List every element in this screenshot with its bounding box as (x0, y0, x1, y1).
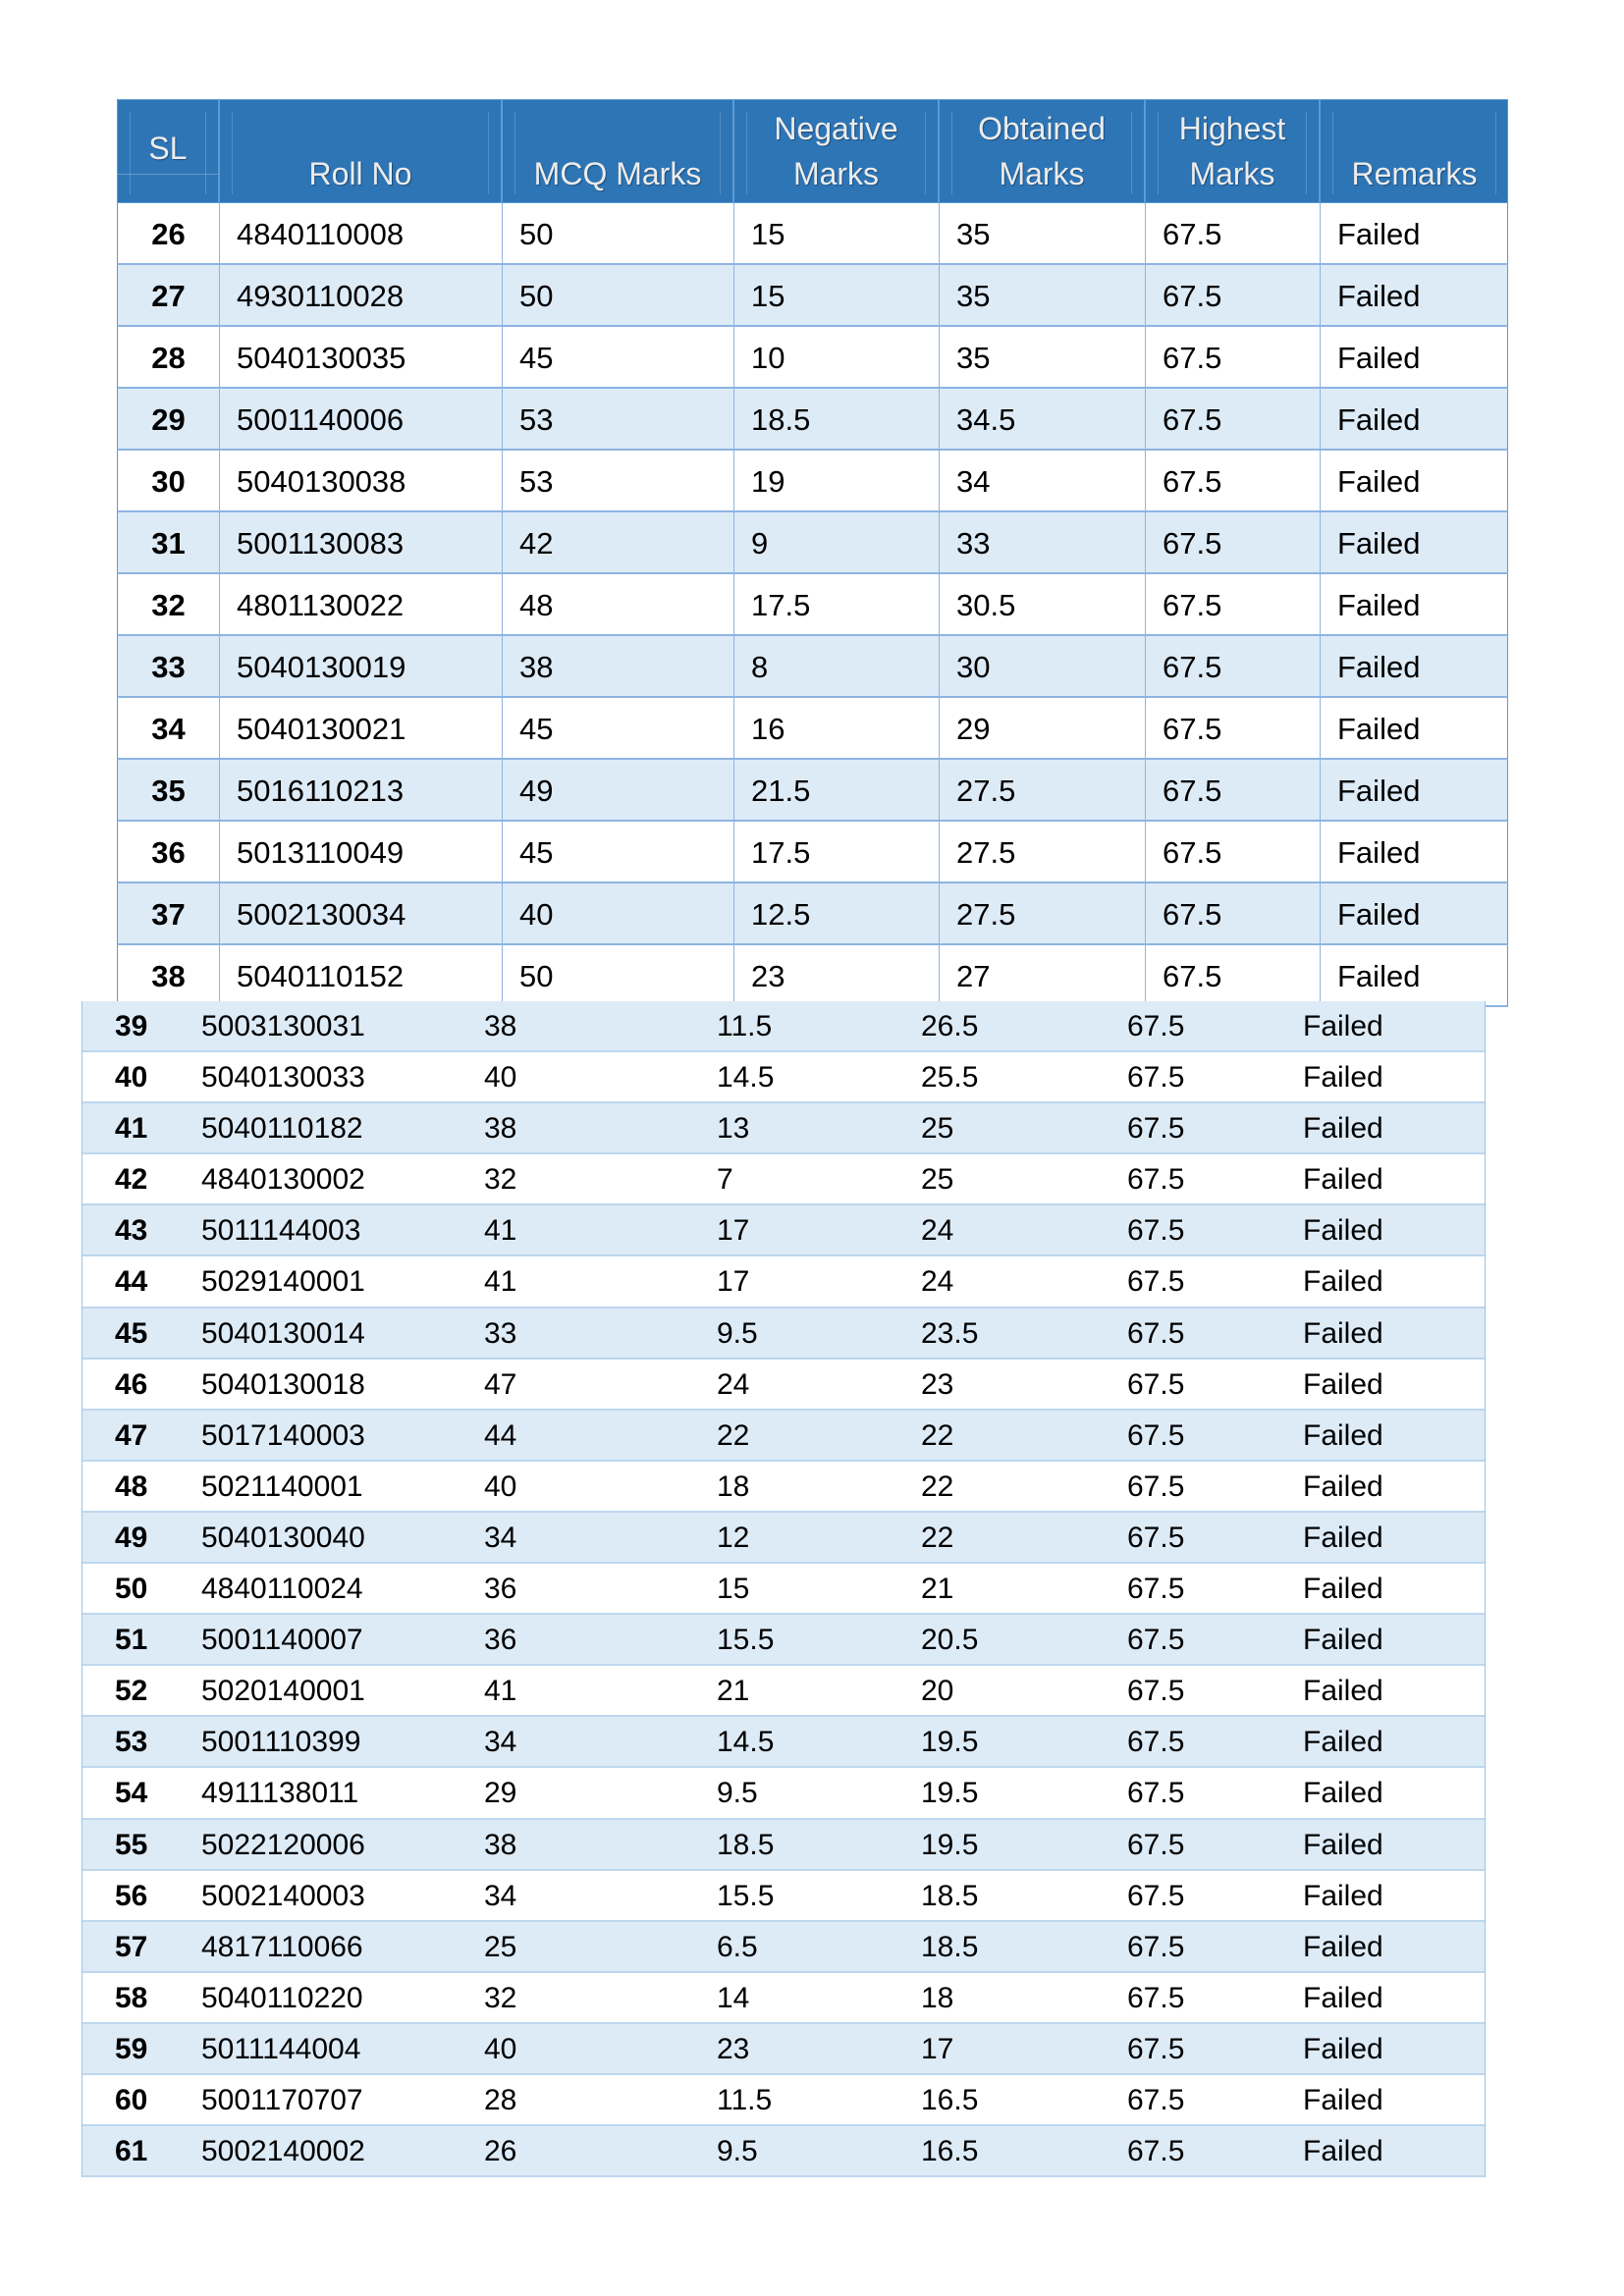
roll-no-cell: 5001140006 (220, 389, 503, 449)
remarks-cell: Failed (1303, 1981, 1383, 2014)
table-row (82, 1308, 1485, 1360)
table-row (82, 1922, 1485, 1973)
negative-marks-cell: 21 (717, 1675, 750, 1708)
table-row (117, 574, 1508, 636)
negative-marks-cell: 15 (734, 203, 940, 263)
results-table-lower (81, 1001, 1486, 2177)
header-roll-no: Roll No (220, 100, 503, 202)
highest-marks-cell: 67.5 (1127, 1828, 1185, 1861)
mcq-marks-cell: 41 (484, 1214, 517, 1248)
roll-no-cell: 5002130034 (220, 883, 503, 943)
mcq-marks-cell: 40 (484, 1469, 517, 1503)
negative-marks-cell: 21.5 (734, 760, 940, 820)
mcq-marks-cell: 38 (484, 1112, 517, 1146)
table-row (82, 1973, 1485, 2024)
sl-cell: 51 (115, 1624, 148, 1657)
negative-marks-cell: 9.5 (717, 1316, 758, 1350)
obtained-marks-cell: 19.5 (921, 1726, 979, 1759)
negative-marks-cell: 8 (734, 636, 940, 696)
table-row (82, 1205, 1485, 1256)
obtained-marks-cell: 27.5 (940, 760, 1146, 820)
highest-marks-cell: 67.5 (1146, 512, 1321, 572)
negative-marks-cell: 14 (717, 1981, 750, 2014)
mcq-marks-cell: 44 (484, 1418, 517, 1452)
roll-no-cell: 4930110028 (220, 265, 503, 325)
highest-marks-cell: 67.5 (1146, 265, 1321, 325)
obtained-marks-cell: 19.5 (921, 1828, 979, 1861)
remarks-cell: Failed (1303, 1879, 1383, 1912)
table-row (82, 2075, 1485, 2126)
highest-marks-cell: 67.5 (1146, 883, 1321, 943)
sl-cell: 55 (115, 1828, 148, 1861)
table-row (117, 822, 1508, 883)
sl-cell: 44 (115, 1265, 148, 1299)
obtained-marks-cell: 19.5 (921, 1777, 979, 1810)
sl-cell: 49 (115, 1521, 148, 1554)
highest-marks-cell: 67.5 (1127, 1879, 1185, 1912)
table-row (82, 1513, 1485, 1564)
remarks-cell: Failed (1337, 835, 1421, 870)
remarks-cell: Failed (1303, 1675, 1383, 1708)
mcq-marks-cell: 25 (484, 1930, 517, 1963)
remarks-cell: Failed (1337, 526, 1421, 561)
obtained-marks-cell: 22 (921, 1469, 954, 1503)
highest-marks-cell: 67.5 (1127, 1521, 1185, 1554)
highest-marks-cell: 67.5 (1127, 1675, 1185, 1708)
remarks-cell: Failed (1303, 1777, 1383, 1810)
mcq-marks-cell: 53 (503, 389, 734, 449)
roll-no-cell: 5040130018 (201, 1367, 365, 1401)
mcq-marks-cell: 41 (484, 1265, 517, 1299)
obtained-marks-cell: 18 (921, 1981, 954, 2014)
mcq-marks-cell: 38 (503, 636, 734, 696)
negative-marks-cell: 12.5 (734, 883, 940, 943)
roll-no-cell: 5040110220 (201, 1981, 363, 2014)
header-highest-marks: Highest Marks (1146, 100, 1321, 202)
mcq-marks-cell: 40 (503, 883, 734, 943)
remarks-cell: Failed (1337, 341, 1421, 375)
table-row (82, 1820, 1485, 1871)
remarks-cell: Failed (1303, 1367, 1383, 1401)
table-row (82, 1871, 1485, 1922)
sl-cell: 40 (115, 1061, 148, 1095)
sl-cell: 37 (118, 883, 220, 943)
sl-cell: 54 (115, 1777, 148, 1810)
negative-marks-cell: 17.5 (734, 822, 940, 881)
obtained-marks-cell: 30 (940, 636, 1146, 696)
highest-marks-cell: 67.5 (1127, 2032, 1185, 2065)
mcq-marks-cell: 45 (503, 822, 734, 881)
mcq-marks-cell: 53 (503, 451, 734, 510)
roll-no-cell: 5029140001 (201, 1265, 365, 1299)
negative-marks-cell: 10 (734, 327, 940, 387)
sl-cell: 46 (115, 1367, 148, 1401)
highest-marks-cell: 67.5 (1146, 945, 1321, 1005)
mcq-marks-cell: 50 (503, 265, 734, 325)
remarks-cell: Failed (1303, 2032, 1383, 2065)
negative-marks-cell: 18.5 (717, 1828, 775, 1861)
sl-cell: 28 (118, 327, 220, 387)
remarks-cell: Failed (1337, 897, 1421, 932)
mcq-marks-cell: 34 (484, 1726, 517, 1759)
highest-marks-cell: 67.5 (1127, 1214, 1185, 1248)
table-row (117, 698, 1508, 760)
remarks-cell: Failed (1303, 1214, 1383, 1248)
negative-marks-cell: 16 (734, 698, 940, 758)
sl-cell: 53 (115, 1726, 148, 1759)
remarks-cell: Failed (1303, 1112, 1383, 1146)
table-row (82, 1666, 1485, 1717)
roll-no-cell: 4840110008 (220, 203, 503, 263)
roll-no-cell: 5013110049 (220, 822, 503, 881)
mcq-marks-cell: 40 (484, 1061, 517, 1095)
sl-cell: 52 (115, 1675, 148, 1708)
sl-cell: 56 (115, 1879, 148, 1912)
sl-cell: 41 (115, 1112, 148, 1146)
negative-marks-cell: 13 (717, 1112, 750, 1146)
obtained-marks-cell: 23.5 (921, 1316, 979, 1350)
negative-marks-cell: 14.5 (717, 1726, 775, 1759)
mcq-marks-cell: 29 (484, 1777, 517, 1810)
table-row (82, 1360, 1485, 1411)
negative-marks-cell: 23 (717, 2032, 750, 2065)
table-row (82, 1154, 1485, 1205)
roll-no-cell: 5001110399 (201, 1726, 361, 1759)
sl-cell: 60 (115, 2083, 148, 2116)
negative-marks-cell: 19 (734, 451, 940, 510)
table-row (117, 327, 1508, 389)
mcq-marks-cell: 34 (484, 1521, 517, 1554)
roll-no-cell: 5001140007 (201, 1624, 363, 1657)
remarks-cell: Failed (1337, 650, 1421, 684)
obtained-marks-cell: 24 (921, 1214, 954, 1248)
negative-marks-cell: 22 (717, 1418, 750, 1452)
obtained-marks-cell: 33 (940, 512, 1146, 572)
obtained-marks-cell: 27.5 (940, 883, 1146, 943)
negative-marks-cell: 7 (717, 1163, 733, 1197)
table-row (82, 1001, 1485, 1052)
negative-marks-cell: 15 (734, 265, 940, 325)
mcq-marks-cell: 48 (503, 574, 734, 634)
roll-no-cell: 5040110182 (201, 1112, 363, 1146)
negative-marks-cell: 18.5 (734, 389, 940, 449)
negative-marks-cell: 11.5 (717, 1010, 773, 1042)
mcq-marks-cell: 50 (503, 945, 734, 1005)
roll-no-cell: 5040110152 (220, 945, 503, 1005)
mcq-marks-cell: 36 (484, 1573, 517, 1606)
remarks-cell: Failed (1337, 464, 1421, 499)
sl-cell: 27 (118, 265, 220, 325)
remarks-cell: Failed (1337, 959, 1421, 993)
obtained-marks-cell: 25 (921, 1112, 954, 1146)
negative-marks-cell: 17 (717, 1214, 750, 1248)
table-row (82, 2024, 1485, 2075)
table-body-upper (117, 203, 1508, 1007)
obtained-marks-cell: 26.5 (921, 1010, 979, 1042)
highest-marks-cell: 67.5 (1127, 1163, 1185, 1197)
obtained-marks-cell: 35 (940, 265, 1146, 325)
negative-marks-cell: 17.5 (734, 574, 940, 634)
sl-cell: 26 (118, 203, 220, 263)
negative-marks-cell: 15.5 (717, 1624, 775, 1657)
obtained-marks-cell: 25 (921, 1163, 954, 1197)
highest-marks-cell: 67.5 (1127, 1265, 1185, 1299)
sl-cell: 36 (118, 822, 220, 881)
remarks-cell: Failed (1303, 2135, 1383, 2168)
highest-marks-cell: 67.5 (1127, 2135, 1185, 2168)
mcq-marks-cell: 34 (484, 1879, 517, 1912)
sl-cell: 33 (118, 636, 220, 696)
mcq-marks-cell: 38 (484, 1828, 517, 1861)
roll-no-cell: 5040130019 (220, 636, 503, 696)
sl-cell: 34 (118, 698, 220, 758)
remarks-cell: Failed (1303, 1316, 1383, 1350)
table-row (117, 512, 1508, 574)
sl-cell: 35 (118, 760, 220, 820)
table-row (117, 389, 1508, 451)
negative-marks-cell: 15 (717, 1573, 750, 1606)
roll-no-cell: 5001130083 (220, 512, 503, 572)
roll-no-cell: 4801130022 (220, 574, 503, 634)
highest-marks-cell: 67.5 (1146, 574, 1321, 634)
highest-marks-cell: 67.5 (1127, 1726, 1185, 1759)
sl-cell: 58 (115, 1981, 148, 2014)
roll-no-cell: 5016110213 (220, 760, 503, 820)
roll-no-cell: 5011144004 (201, 2032, 361, 2065)
sl-cell: 30 (118, 451, 220, 510)
obtained-marks-cell: 35 (940, 203, 1146, 263)
mcq-marks-cell: 32 (484, 1163, 517, 1197)
negative-marks-cell: 9.5 (717, 1777, 758, 1810)
highest-marks-cell: 67.5 (1146, 389, 1321, 449)
highest-marks-cell: 67.5 (1146, 327, 1321, 387)
remarks-cell: Failed (1303, 1163, 1383, 1197)
sl-cell: 29 (118, 389, 220, 449)
table-row (117, 883, 1508, 945)
remarks-cell: Failed (1303, 1930, 1383, 1963)
highest-marks-cell: 67.5 (1146, 760, 1321, 820)
roll-no-cell: 5040130035 (220, 327, 503, 387)
obtained-marks-cell: 16.5 (921, 2135, 979, 2168)
obtained-marks-cell: 17 (921, 2032, 954, 2065)
table-row (117, 760, 1508, 822)
remarks-cell: Failed (1303, 1469, 1383, 1503)
roll-no-cell: 5022120006 (201, 1828, 365, 1861)
negative-marks-cell: 6.5 (717, 1930, 758, 1963)
roll-no-cell: 5002140002 (201, 2135, 365, 2168)
highest-marks-cell: 67.5 (1127, 1981, 1185, 2014)
negative-marks-cell: 23 (734, 945, 940, 1005)
obtained-marks-cell: 18.5 (921, 1879, 979, 1912)
roll-no-cell: 5040130033 (201, 1061, 365, 1095)
obtained-marks-cell: 18.5 (921, 1930, 979, 1963)
sl-cell: 38 (118, 945, 220, 1005)
table-row (82, 1717, 1485, 1768)
remarks-cell: Failed (1303, 1265, 1383, 1299)
table-row (82, 1411, 1485, 1462)
remarks-cell: Failed (1337, 712, 1421, 746)
remarks-cell: Failed (1303, 1624, 1383, 1657)
sl-cell: 45 (115, 1316, 148, 1350)
mcq-marks-cell: 45 (503, 698, 734, 758)
highest-marks-cell: 67.5 (1127, 1930, 1185, 1963)
table-row (117, 203, 1508, 265)
highest-marks-cell: 67.5 (1146, 636, 1321, 696)
sl-cell: 48 (115, 1469, 148, 1503)
obtained-marks-cell: 34.5 (940, 389, 1146, 449)
roll-no-cell: 5040130040 (201, 1521, 365, 1554)
mcq-marks-cell: 33 (484, 1316, 517, 1350)
table-row (82, 1768, 1485, 1819)
obtained-marks-cell: 23 (921, 1367, 954, 1401)
mcq-marks-cell: 50 (503, 203, 734, 263)
roll-no-cell: 5002140003 (201, 1879, 365, 1912)
sl-cell: 32 (118, 574, 220, 634)
header-mcq-marks: MCQ Marks (503, 100, 734, 202)
header-negative-marks: Negative Marks (734, 100, 940, 202)
obtained-marks-cell: 30.5 (940, 574, 1146, 634)
roll-no-cell: 5003130031 (201, 1010, 365, 1042)
sl-cell: 59 (115, 2032, 148, 2065)
table-header (117, 99, 1508, 203)
mcq-marks-cell: 45 (503, 327, 734, 387)
table-row (82, 1256, 1485, 1308)
highest-marks-cell: 67.5 (1127, 1061, 1185, 1095)
obtained-marks-cell: 16.5 (921, 2083, 979, 2116)
table-row (82, 1462, 1485, 1513)
negative-marks-cell: 12 (717, 1521, 750, 1554)
mcq-marks-cell: 36 (484, 1624, 517, 1657)
roll-no-cell: 5040130021 (220, 698, 503, 758)
highest-marks-cell: 67.5 (1127, 1624, 1185, 1657)
negative-marks-cell: 17 (717, 1265, 750, 1299)
negative-marks-cell: 24 (717, 1367, 750, 1401)
mcq-marks-cell: 49 (503, 760, 734, 820)
roll-no-cell: 5040130014 (201, 1316, 365, 1350)
table-row (117, 451, 1508, 512)
roll-no-cell: 5011144003 (201, 1214, 361, 1248)
obtained-marks-cell: 22 (921, 1418, 954, 1452)
mcq-marks-cell: 26 (484, 2135, 517, 2168)
obtained-marks-cell: 20.5 (921, 1624, 979, 1657)
table-row (82, 1615, 1485, 1666)
header-obtained-marks: Obtained Marks (940, 100, 1146, 202)
mcq-marks-cell: 41 (484, 1675, 517, 1708)
negative-marks-cell: 9.5 (717, 2135, 758, 2168)
mcq-marks-cell: 42 (503, 512, 734, 572)
highest-marks-cell: 67.5 (1127, 1418, 1185, 1452)
highest-marks-cell: 67.5 (1127, 1112, 1185, 1146)
table-row (82, 1052, 1485, 1103)
roll-no-cell: 5001170707 (201, 2083, 363, 2116)
highest-marks-cell: 67.5 (1127, 1777, 1185, 1810)
remarks-cell: Failed (1303, 1521, 1383, 1554)
roll-no-cell: 4817110066 (201, 1930, 363, 1963)
mcq-marks-cell: 47 (484, 1367, 517, 1401)
obtained-marks-cell: 20 (921, 1675, 954, 1708)
sl-cell: 50 (115, 1573, 148, 1606)
highest-marks-cell: 67.5 (1127, 1573, 1185, 1606)
table-row (82, 1564, 1485, 1615)
sl-cell: 42 (115, 1163, 148, 1197)
negative-marks-cell: 15.5 (717, 1879, 775, 1912)
table-row (117, 265, 1508, 327)
sl-cell: 31 (118, 512, 220, 572)
negative-marks-cell: 9 (734, 512, 940, 572)
results-table-upper (117, 99, 1508, 1007)
obtained-marks-cell: 22 (921, 1521, 954, 1554)
remarks-cell: Failed (1303, 1828, 1383, 1861)
sl-cell: 43 (115, 1214, 148, 1248)
remarks-cell: Failed (1337, 588, 1421, 622)
obtained-marks-cell: 34 (940, 451, 1146, 510)
roll-no-cell: 5017140003 (201, 1418, 365, 1452)
table-row (82, 2126, 1485, 2177)
mcq-marks-cell: 40 (484, 2032, 517, 2065)
highest-marks-cell: 67.5 (1127, 1367, 1185, 1401)
remarks-cell: Failed (1303, 2083, 1383, 2116)
obtained-marks-cell: 25.5 (921, 1061, 979, 1095)
remarks-cell: Failed (1303, 1726, 1383, 1759)
negative-marks-cell: 18 (717, 1469, 750, 1503)
highest-marks-cell: 67.5 (1127, 1316, 1185, 1350)
roll-no-cell: 4840130002 (201, 1163, 365, 1197)
obtained-marks-cell: 21 (921, 1573, 954, 1606)
highest-marks-cell: 67.5 (1146, 822, 1321, 881)
remarks-cell: Failed (1337, 279, 1421, 313)
highest-marks-cell: 67.5 (1127, 2083, 1185, 2116)
obtained-marks-cell: 24 (921, 1265, 954, 1299)
sl-cell: 57 (115, 1930, 148, 1963)
roll-no-cell: 4840110024 (201, 1573, 363, 1606)
obtained-marks-cell: 29 (940, 698, 1146, 758)
remarks-cell: Failed (1303, 1418, 1383, 1452)
roll-no-cell: 4911138011 (201, 1777, 359, 1810)
highest-marks-cell: 67.5 (1127, 1469, 1185, 1503)
table-row (117, 945, 1508, 1007)
remarks-cell: Failed (1303, 1061, 1383, 1095)
header-remarks: Remarks (1321, 100, 1508, 202)
remarks-cell: Failed (1337, 217, 1421, 251)
roll-no-cell: 5040130038 (220, 451, 503, 510)
table-row (82, 1103, 1485, 1154)
highest-marks-cell: 67.5 (1127, 1010, 1185, 1042)
mcq-marks-cell: 38 (484, 1010, 517, 1042)
remarks-cell: Failed (1303, 1010, 1383, 1042)
highest-marks-cell: 67.5 (1146, 451, 1321, 510)
table-row (117, 636, 1508, 698)
remarks-cell: Failed (1337, 402, 1421, 437)
highest-marks-cell: 67.5 (1146, 698, 1321, 758)
mcq-marks-cell: 28 (484, 2083, 517, 2116)
sl-cell: 61 (115, 2135, 148, 2168)
roll-no-cell: 5020140001 (201, 1675, 365, 1708)
obtained-marks-cell: 27 (940, 945, 1146, 1005)
sl-cell: 47 (115, 1418, 148, 1452)
obtained-marks-cell: 35 (940, 327, 1146, 387)
roll-no-cell: 5021140001 (201, 1469, 363, 1503)
remarks-cell: Failed (1303, 1573, 1383, 1606)
sl-cell: 39 (115, 1010, 148, 1042)
obtained-marks-cell: 27.5 (940, 822, 1146, 881)
remarks-cell: Failed (1337, 774, 1421, 808)
negative-marks-cell: 11.5 (717, 2083, 773, 2116)
header-sl: SL (118, 100, 220, 202)
mcq-marks-cell: 32 (484, 1981, 517, 2014)
highest-marks-cell: 67.5 (1146, 203, 1321, 263)
negative-marks-cell: 14.5 (717, 1061, 775, 1095)
